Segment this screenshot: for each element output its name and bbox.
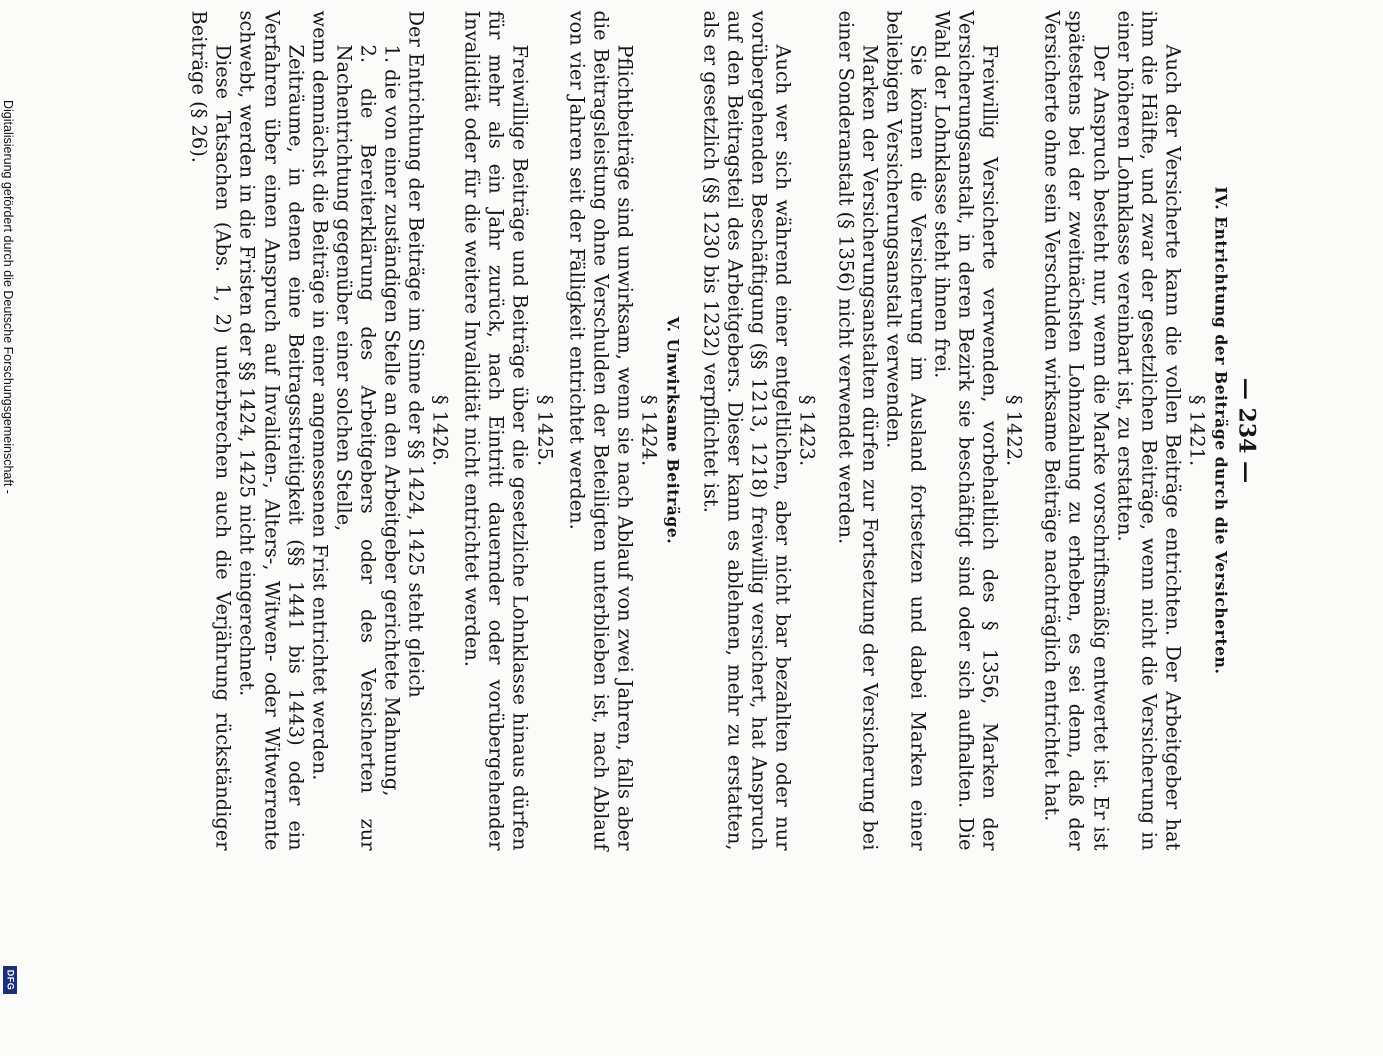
digitization-credit: Digitalisierung gefördert durch die Deutsche Forschungsgemeinschaft - bbox=[1, 100, 15, 494]
section-1421-paragraph-2: Der Anspruch besteht nur, wenn die Marke vorschriftsmäßig entwertet ist. Er ist spätestens bei der zweitnächsten Lohnzahlung zu erheben, es sei denn, daß der Versicherte ohne sein Verschulden wirksame Beiträge nachträglich entrichtet hat. bbox=[1040, 10, 1112, 850]
section-1423-heading: § 1423. bbox=[795, 394, 819, 466]
section-1425-heading: § 1425. bbox=[532, 394, 556, 466]
section-1422-paragraph-2: Sie können die Versicherung im Ausland fortsetzen und dabei Marken einer beliebigen Versicherungsanstalt verwenden. bbox=[881, 10, 929, 850]
section-1426-item-1: 1. die von einer zuständigen Stelle an den Arbeitgeber gerichtete Mahnung, bbox=[380, 44, 403, 796]
rotated-page bbox=[155, 10, 1260, 850]
section-1426-item-2-tail: wenn demnächst die Beiträge in einer angemessenen Frist entrichtet werden. bbox=[307, 10, 331, 780]
section-1426-item-2: 2. die Bereiterklärung des Arbeitgebers oder des Versicherten zur Nachentrichtung gegenüber einer solchen Stelle, bbox=[331, 44, 379, 850]
page-number: — 234 — bbox=[1233, 377, 1259, 483]
section-1421-heading: § 1421. bbox=[1184, 394, 1208, 466]
section-1423-paragraph-1: Auch wer sich während einer entgeltlichen, aber nicht bar bezahlten oder nur vorübergehenden Beschäftigung (§§ 1213, 1218) freiwillig versichert, hat Anspruch auf den Beitragsteil des Arbeitgebers. Dieser kann es ablehnen, mehr zu erstatten, als er gesetzlich (§§ 1230 bis 1232) verpflichtet ist. bbox=[699, 10, 795, 850]
chapter-v-heading: V. Unwirksame Beiträge. bbox=[663, 316, 683, 544]
section-1422-heading: § 1422. bbox=[1002, 394, 1026, 466]
section-1426-heading: § 1426. bbox=[428, 394, 452, 466]
dfg-logo bbox=[3, 966, 17, 994]
section-1425-paragraph-1: Freiwillige Beiträge und Beiträge über die gesetzliche Lohnklasse hinaus dürfen für mehr als ein Jahr zurück, nach Eintritt dauernder oder vorübergehender Invalidität oder für die weitere Invalidität nicht entrichtet werden. bbox=[460, 10, 532, 850]
chapter-iv-heading: IV. Entrichtung der Beiträge durch die Versicherten. bbox=[1211, 185, 1230, 675]
digitization-sidebar bbox=[0, 0, 20, 1000]
section-1426-paragraph-3: Diese Tatsachen (Abs. 1, 2) unterbrechen auch die Verjährung rückständiger Beiträge (§ 26). bbox=[187, 10, 235, 850]
section-1426-paragraph-2: Zeiträume, in denen eine Beitragsstreitigkeit (§§ 1441 bis 1443) oder ein Verfahren über einen Anspruch auf Invaliden-, Alters-, Witwen- oder Witwerrente schwebt, werden in die Fristen der §§ 1424, 1425 nicht eingerechnet. bbox=[235, 10, 307, 850]
dfg-logo-text: DFG bbox=[5, 969, 15, 991]
section-1422-paragraph-3: Marken der Versicherungsanstalten dürfen zur Fortsetzung der Versicherung bei einer Sonderanstalt (§ 1356) nicht verwendet werden. bbox=[833, 10, 881, 850]
section-1426-intro: Der Entrichtung der Beiträge im Sinne der §§ 1424, 1425 steht gleich bbox=[404, 10, 428, 698]
section-1424-heading: § 1424. bbox=[636, 394, 660, 466]
section-1422-paragraph-1: Freiwillig Versicherte verwenden, vorbehaltlich des § 1356, Marken der Versicherungsanstalt, in deren Bezirk sie beschäftigt sind oder sich aufhalten. Die Wahl der Lohnklasse steht ihnen frei. bbox=[929, 10, 1002, 850]
section-1424-paragraph-1: Pflichtbeiträge sind unwirksam, wenn sie nach Ablauf von zwei Jahren, falls aber die Beitragsleistung ohne Verschulden der Beteiligten unterblieben ist, nach Ablauf von vier Jahren seit der Fälligkeit entrichtet werden. bbox=[564, 10, 636, 850]
section-1421-paragraph-1: Auch der Versicherte kann die vollen Beiträge entrichten. Der Arbeitgeber hat ihm die Hälfte, und zwar der gesetzlichen Beiträge, wenn nicht die Versicherung in einer höheren Lohnklasse vereinbart ist, zu erstatten. bbox=[1112, 10, 1184, 850]
